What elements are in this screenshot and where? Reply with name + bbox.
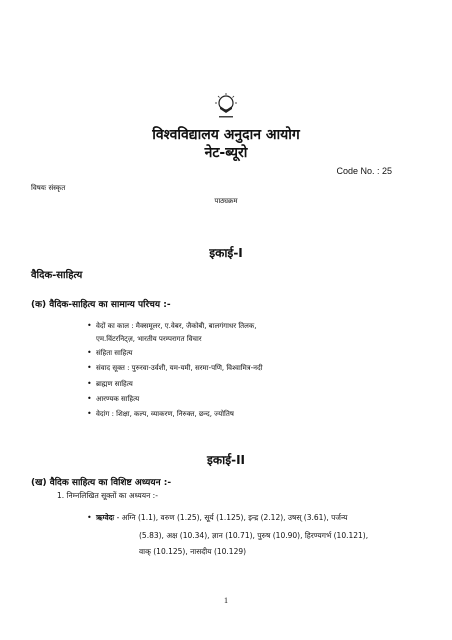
bullet-icon: • [87,379,92,388]
rigveda-label: ऋग्वेदः [96,513,115,522]
bullet-icon: • [87,513,92,522]
bullet-icon: • [87,321,92,330]
unit1-section-heading: वैदिक-साहित्य [31,270,83,281]
rigveda-line: वाक् (10.125), नासदीय (10.129) [139,547,247,556]
page-title: विश्वविद्यालय अनुदान आयोग [152,127,300,143]
syllabus-label: पाठ्यक्रम [214,197,238,205]
rigveda-list-item: • ऋग्वेदः - अग्नि (1.1), वरुण (1.25), सूर्य (1.125), इन्द्र (2.12), उषस् (3.61), पर्जन्य [87,513,348,522]
unit2-subsection-heading: (ख) वैदिक साहित्य का विशिष्ट अध्ययन :- [31,478,172,488]
list-item: • संवाद सूक्त : पुरुरवा-उर्वशी, यम-यमी, सरमा-पणि, विश्वामित्र-नदी [87,363,263,372]
list-item: • ब्राह्मण साहित्य [87,379,133,388]
bullet-icon: • [87,348,92,357]
ugc-logo-icon [211,92,241,122]
code-number: Code No. : 25 [336,166,392,176]
list-item: • आरण्यक साहित्य [87,394,140,403]
unit1-subsection-heading: (क) वैदिक-साहित्य का सामान्य परिचय :- [31,300,171,310]
bullet-icon: • [87,394,92,403]
unit1-title: इकाई-I [209,246,243,260]
list-item: • वेदांग : शिक्षा, कल्प, व्याकरण, निरुक्त, छन्द, ज्योतिष [87,409,234,418]
page-number: 1 [224,596,228,605]
numbered-item: 1. निम्नलिखित सूक्तों का अध्ययन :- [57,491,158,500]
subject-label: विषयः संस्कृत [31,184,66,192]
unit2-title: इकाई-II [206,453,246,467]
bullet-icon: • [87,409,92,418]
bullet-icon: • [87,363,92,372]
page-subtitle: नेट-ब्यूरो [204,145,248,161]
list-item: • वेदों का काल : मैक्समूलर, ए.वेबर, जैकोबी, बालगंगाधर तिलक, [87,321,257,330]
list-item: • संहिता साहित्य [87,348,133,357]
rigveda-line: (5.83), अक्ष (10.34), ज्ञान (10.71), पुरुष (10.90), हिरण्यगर्भ (10.121), [139,531,369,540]
list-item-continuation: एम.विंटरनिट्ज़, भारतीय परम्परागत विचार [96,335,202,343]
